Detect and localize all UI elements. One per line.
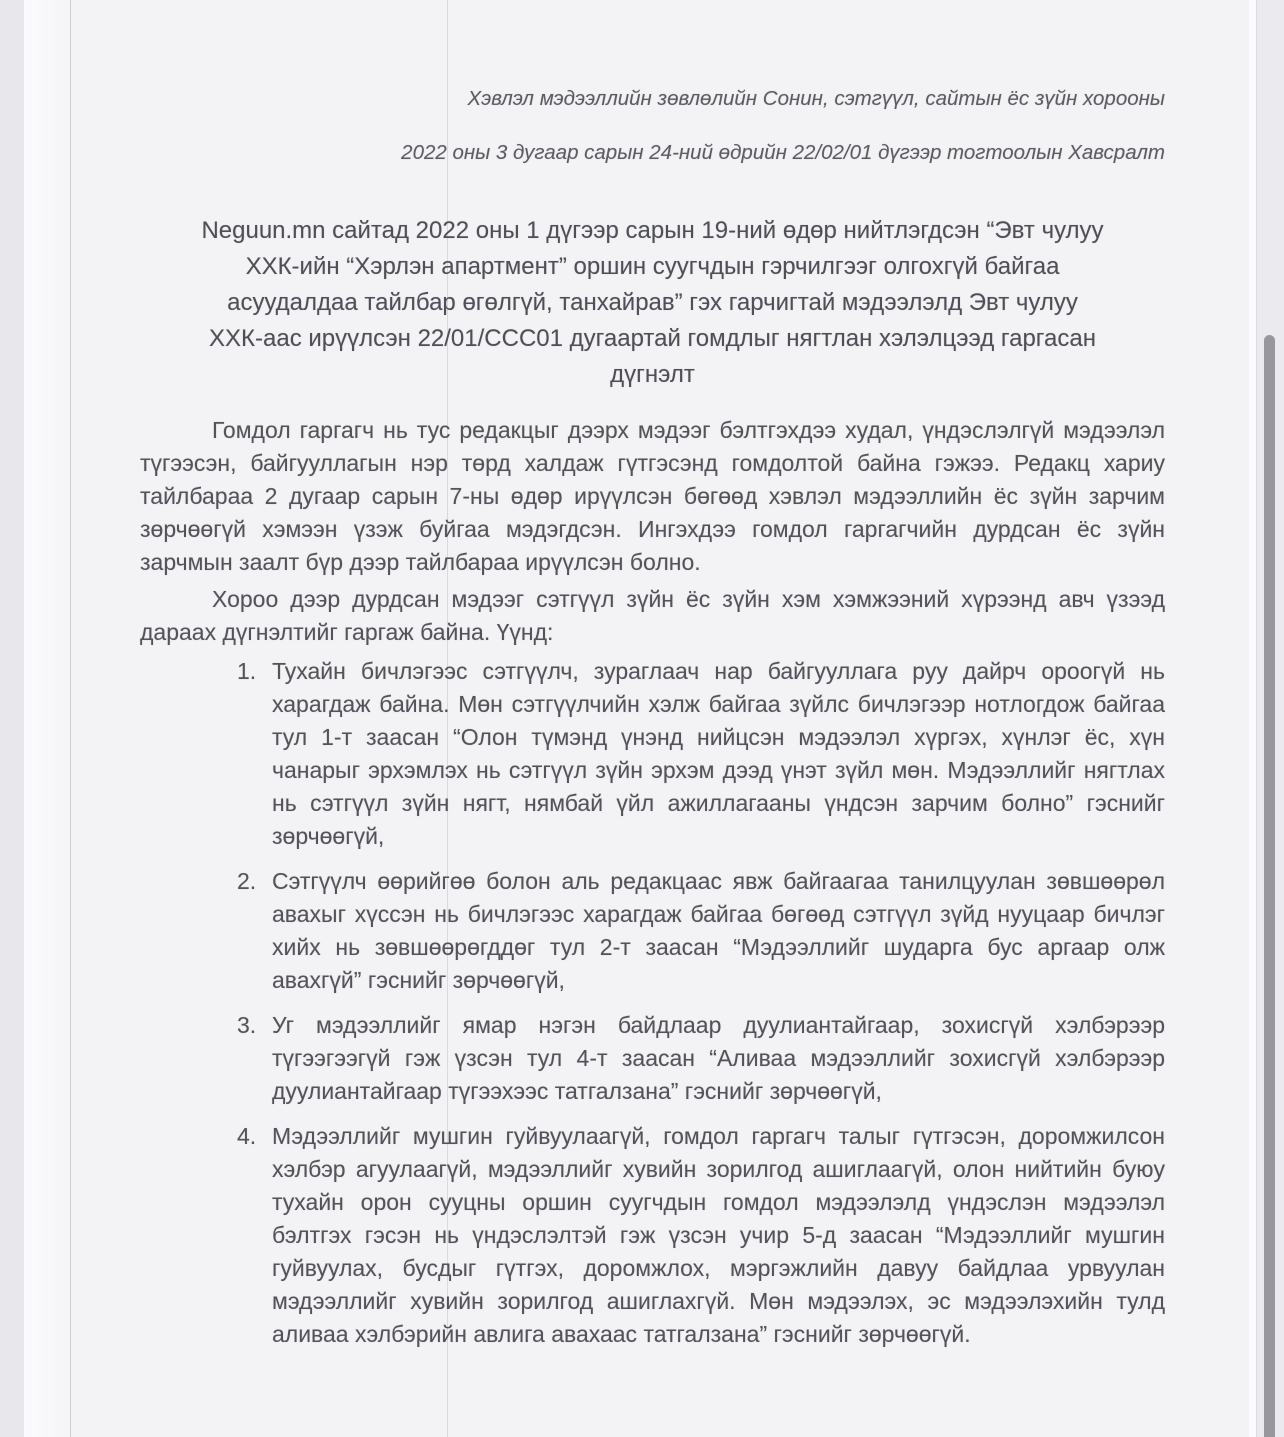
title-line-3: асуудалдаа тайлбар өгөлгүй, танхайрав” гэх гарчигтай мэдээлэлд Эвт чулуу: [227, 289, 1078, 316]
title-line-2: ХХК-ийн “Хэрлэн апартмент” оршин суугчдын гэрчилгээг олгохгүй байгаа: [245, 253, 1060, 280]
list-item-text: Сэтгүүлч өөрийгөө болон аль редакцаас явж байгаагаа танилцуулан зөвшөөрөл авахыг хүссэн нь бичлэгээс харагдаж байгаа бөгөөд сэтгүүл зүйд нууцаар бичлэг хийх нь зөвшөөрөгддөг тул 2-т заасан “Мэдээллийг шударга бус аргаар олж авахгүй” гэснийг зөрчөөгүй,: [272, 868, 1165, 993]
conclusion-list: [140, 655, 1165, 1351]
list-item-text: Тухайн бичлэгээс сэтгүүлч, зураглаач нар байгууллага руу дайрч ороогүй нь харагдаж байна. Мөн сэтгүүлчийн хэлж байгаа зүйлс бичлэгээр нотлогдож байгаа тул 1-т заасан “Олон түмэнд үнэнд нийцсэн мэдээлэл хүргэх, хүнлэг ёс, хүн чанарыг эрхэмлэх нь сэтгүүл зүйн эрхэм дээд үнэт зүйл мөн. Мэдээллийг нягтлах нь сэтгүүл зүйн нягт, нямбай үйл ажиллагааны үндсэн зарчим болно” гэснийг зөрчөөгүй,: [272, 658, 1165, 849]
document-header: [140, 86, 1165, 166]
list-item-number: 4.: [237, 1123, 257, 1149]
page-left-edge-shading: [24, 0, 71, 1437]
document-content: [140, 0, 1165, 1351]
list-item: [237, 865, 1165, 997]
header-line-1: Хэвлэл мэдээллийн зөвлөлийн Сонин, сэтгүүл, сайтын ёс зүйн хорооны: [467, 87, 1165, 110]
list-item-number: 2.: [237, 868, 257, 894]
list-item-number: 3.: [237, 1012, 257, 1038]
header-line-2: 2022 оны 3 дугаар сарын 24-ний өдрийн 22/02/01 дүгээр тогтоолын Хавсралт: [401, 141, 1165, 164]
list-item: [237, 1120, 1165, 1351]
title-line-5: дүгнэлт: [610, 361, 695, 388]
list-item-text: Уг мэдээллийг ямар нэгэн байдлаар дуулиантайгаар, зохисгүй хэлбэрээр түгээгээгүй гэж үзсэн тул 4-т заасан “Аливаа мэдээллийг зохисгүй хэлбэрээр дуулиантайгаар түгээхээс татгалзана” гэснийг зөрчөөгүй,: [272, 1012, 1165, 1104]
page-fold-line-left: [70, 0, 71, 1437]
title-line-1: Neguun.mn сайтад 2022 оны 1 дүгээр сарын 19-ний өдөр нийтлэгдсэн “Эвт чулуу: [201, 217, 1104, 244]
paragraph-committee-intro: Хороо дээр дурдсан мэдээг сэтгүүл зүйн ёс зүйн хэм хэмжээний хүрээнд авч үзээд дараах дүгнэлтийг гаргаж байна. Үүнд:: [140, 586, 1165, 645]
list-item-number: 1.: [237, 658, 257, 684]
list-item: [237, 655, 1165, 853]
list-item: [237, 1009, 1165, 1108]
title-line-4: ХХК-аас ирүүлсэн 22/01/ССС01 дугаартай гомдлыг нягтлан хэлэлцээд гаргасан: [209, 325, 1096, 352]
list-item-text: Мэдээллийг мушгин гуйвуулаагүй, гомдол гаргагч талыг гүтгэсэн, доромжилсон хэлбэр агуулаагүй, мэдээллийг хувийн зорилгод ашиглаагүй, олон нийтийн буюу тухайн орон сууцны оршин суугчдын гомдол мэдээлэлд үндэслэн мэдээлэл бэлтгэх гэсэн нь үндэслэлтэй гэж үзсэн учир 5-д заасан “Мэдээллийг мушгин гуйвуулах, бусдыг гүтгэх, доромжлох, мэргэжлийн давуу байдлаа урвуулан мэдээллийг хувийн зорилгод ашиглахгүй. Мөн мэдээлэх, эс мэдээлэхийн тулд аливаа хэлбэрийн авлига авахаас татгалзана” гэснийг зөрчөөгүй.: [272, 1123, 1165, 1347]
vertical-scrollbar-thumb[interactable]: [1264, 335, 1275, 1437]
paragraph-complaint-summary: Гомдол гаргагч нь тус редакцыг дээрх мэдээг бэлтгэхдээ худал, үндэслэлгүй мэдээлэл түгээсэн, байгууллагын нэр төрд халдаж гүтгэсэнд гомдолтой байна гэжээ. Редакц хариу тайлбараа 2 дугаар сарын 7-ны өдөр ирүүлсэн бөгөөд хэвлэл мэдээллийн ёс зүйн зарчим зөрчөөгүй хэмээн үзэж буйгаа мэдэгдсэн. Ингэхдээ гомдол гаргагчийн дурдсан ёс зүйн зарчмын заалт бүр дээр тайлбараа ирүүлсэн болно.: [140, 417, 1165, 575]
document-title: [140, 213, 1165, 393]
